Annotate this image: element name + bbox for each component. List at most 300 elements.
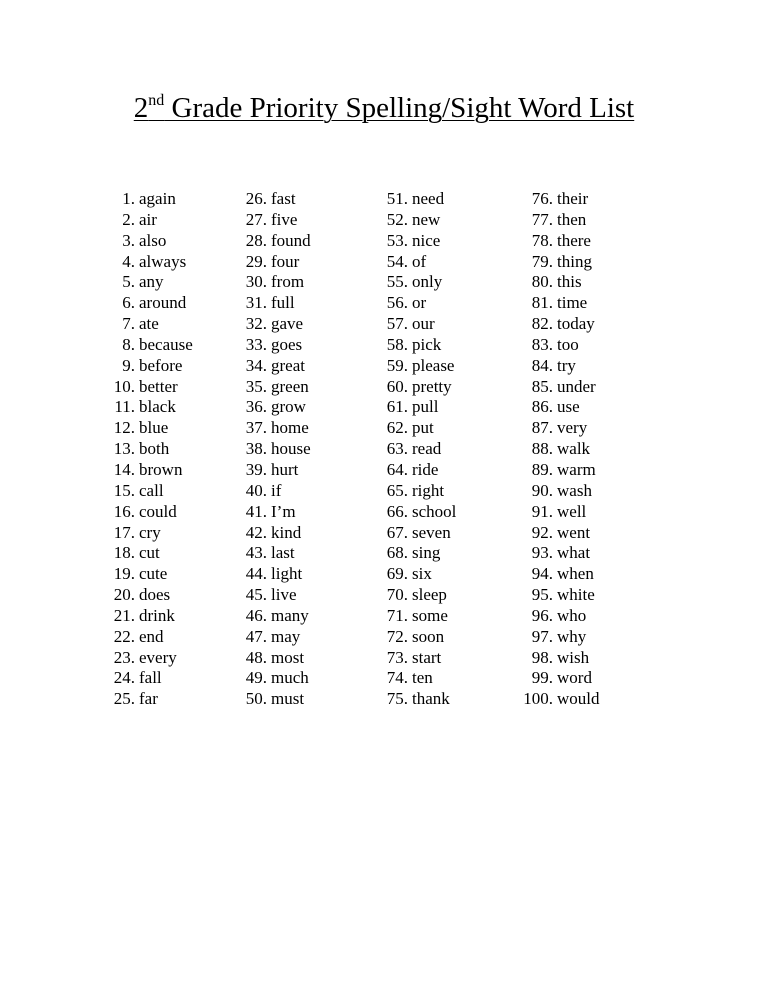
- list-item: [232, 523, 311, 544]
- list-item: [100, 439, 193, 460]
- item-number: 13.: [113, 439, 135, 459]
- list-item: [232, 606, 311, 627]
- item-number: 81.: [531, 293, 553, 313]
- item-word: every: [139, 647, 177, 667]
- item-number: 97.: [531, 626, 553, 646]
- list-item: [518, 377, 600, 398]
- item-word: because: [139, 334, 193, 354]
- item-number: 24.: [113, 668, 135, 688]
- list-item: [373, 397, 456, 418]
- item-number: 23.: [113, 647, 135, 667]
- list-item: [232, 502, 311, 523]
- item-number: 75.: [386, 689, 408, 709]
- list-item: [100, 314, 193, 335]
- item-word: goes: [271, 334, 303, 354]
- item-number: 49.: [245, 668, 267, 688]
- item-number: 52.: [386, 209, 408, 229]
- list-item: [518, 252, 600, 273]
- list-item: [100, 377, 193, 398]
- item-number: 68.: [386, 543, 408, 563]
- item-number: 5.: [122, 272, 135, 292]
- item-number: 50.: [245, 689, 267, 709]
- item-word: school: [412, 501, 457, 521]
- item-number: 6.: [122, 293, 135, 313]
- item-number: 21.: [113, 605, 135, 625]
- item-number: 44.: [245, 564, 267, 584]
- item-word: this: [557, 272, 582, 292]
- item-word: or: [412, 293, 427, 313]
- item-word: could: [139, 501, 177, 521]
- item-word: try: [557, 355, 576, 375]
- list-item: [518, 543, 600, 564]
- item-number: 1.: [122, 189, 135, 208]
- list-item: [100, 272, 193, 293]
- item-word: pretty: [412, 376, 452, 396]
- item-number: 40.: [245, 480, 267, 500]
- item-word: very: [557, 418, 588, 438]
- list-item: [232, 585, 311, 606]
- page-title: [0, 88, 768, 128]
- list-item: [232, 689, 311, 710]
- item-word: air: [139, 209, 157, 229]
- item-number: 99.: [531, 668, 553, 688]
- list-item: [100, 460, 193, 481]
- list-item: [518, 502, 600, 523]
- item-word: pull: [412, 397, 439, 417]
- item-number: 80.: [531, 272, 553, 292]
- list-item: [100, 252, 193, 273]
- item-word: there: [557, 230, 591, 250]
- list-item: [100, 668, 193, 689]
- list-item: [518, 439, 600, 460]
- item-word: again: [139, 189, 176, 208]
- list-item: [232, 668, 311, 689]
- item-number: 7.: [122, 314, 135, 334]
- item-word: home: [271, 418, 309, 438]
- list-item: [100, 627, 193, 648]
- item-word: house: [271, 439, 311, 459]
- list-item: [518, 210, 600, 231]
- item-number: 12.: [113, 418, 135, 438]
- item-word: found: [271, 230, 311, 250]
- list-item: [518, 481, 600, 502]
- item-word: some: [412, 605, 448, 625]
- item-word: blue: [139, 418, 169, 438]
- item-word: black: [139, 397, 176, 417]
- item-word: much: [271, 668, 309, 688]
- list-item: [373, 648, 456, 669]
- item-number: 18.: [113, 543, 135, 563]
- list-item: [232, 543, 311, 564]
- word-column-3: [373, 189, 456, 710]
- item-word: of: [412, 251, 427, 271]
- list-item: [518, 606, 600, 627]
- item-word: walk: [557, 439, 591, 459]
- list-item: [373, 293, 456, 314]
- item-number: 36.: [245, 397, 267, 417]
- list-item: [373, 272, 456, 293]
- item-number: 72.: [386, 626, 408, 646]
- item-number: 96.: [531, 605, 553, 625]
- item-word: ate: [139, 314, 159, 334]
- item-number: 89.: [531, 459, 553, 479]
- list-item: [373, 606, 456, 627]
- item-word: call: [139, 480, 164, 500]
- list-item: [100, 689, 193, 710]
- item-word: then: [557, 209, 587, 229]
- list-item: [518, 648, 600, 669]
- item-number: 88.: [531, 439, 553, 459]
- list-item: [373, 356, 456, 377]
- list-item: [373, 627, 456, 648]
- item-word: need: [412, 189, 445, 208]
- item-number: 69.: [386, 564, 408, 584]
- item-word: new: [412, 209, 441, 229]
- item-number: 26.: [245, 189, 267, 208]
- item-number: 71.: [386, 605, 408, 625]
- item-word: under: [557, 376, 596, 396]
- list-item: [518, 189, 600, 210]
- item-number: 66.: [386, 501, 408, 521]
- list-item: [232, 627, 311, 648]
- item-number: 87.: [531, 418, 553, 438]
- item-number: 38.: [245, 439, 267, 459]
- word-column-2: [232, 189, 311, 710]
- item-number: 43.: [245, 543, 267, 563]
- list-item: [100, 231, 193, 252]
- list-item: [232, 418, 311, 439]
- item-word: live: [271, 585, 297, 605]
- list-item: [518, 231, 600, 252]
- list-item: [100, 189, 193, 210]
- item-word: sing: [412, 543, 441, 563]
- list-item: [518, 272, 600, 293]
- item-number: 31.: [245, 293, 267, 313]
- list-item: [100, 418, 193, 439]
- item-number: 16.: [113, 501, 135, 521]
- item-number: 51.: [386, 189, 408, 208]
- item-word: always: [139, 251, 187, 271]
- list-item: [232, 481, 311, 502]
- item-number: 35.: [245, 376, 267, 396]
- item-word: I’m: [271, 501, 296, 521]
- item-word: time: [557, 293, 588, 313]
- item-word: drink: [139, 605, 175, 625]
- list-item: [100, 335, 193, 356]
- item-number: 74.: [386, 668, 408, 688]
- item-word: kind: [271, 522, 302, 542]
- item-number: 34.: [245, 355, 267, 375]
- item-word: wish: [557, 647, 590, 667]
- list-item: [373, 481, 456, 502]
- item-number: 60.: [386, 376, 408, 396]
- item-word: light: [271, 564, 303, 584]
- item-number: 14.: [113, 459, 135, 479]
- list-item: [232, 648, 311, 669]
- word-column-4: [518, 189, 600, 710]
- list-item: [100, 397, 193, 418]
- title-grade-number: 2: [133, 92, 149, 124]
- item-word: warm: [557, 459, 596, 479]
- title-rest: Grade Priority Spelling/Sight Word List: [164, 92, 635, 124]
- item-number: 48.: [245, 647, 267, 667]
- list-item: [373, 439, 456, 460]
- item-number: 27.: [245, 209, 267, 229]
- list-item: [518, 293, 600, 314]
- list-item: [518, 689, 600, 710]
- item-word: word: [557, 668, 592, 688]
- item-word: use: [557, 397, 580, 417]
- item-word: soon: [412, 626, 445, 646]
- item-word: full: [271, 293, 295, 313]
- item-word: what: [557, 543, 591, 563]
- list-item: [232, 397, 311, 418]
- item-word: read: [412, 439, 442, 459]
- list-item: [373, 418, 456, 439]
- item-number: 92.: [531, 522, 553, 542]
- list-item: [518, 523, 600, 544]
- list-item: [518, 460, 600, 481]
- list-item: [232, 189, 311, 210]
- list-item: [373, 210, 456, 231]
- item-word: brown: [139, 459, 183, 479]
- item-number: 62.: [386, 418, 408, 438]
- item-word: cut: [139, 543, 160, 563]
- list-item: [232, 272, 311, 293]
- list-item: [373, 585, 456, 606]
- item-number: 65.: [386, 480, 408, 500]
- item-number: 42.: [245, 522, 267, 542]
- item-word: why: [557, 626, 587, 646]
- list-item: [100, 210, 193, 231]
- item-word: four: [271, 251, 300, 271]
- item-word: their: [557, 189, 589, 208]
- item-number: 93.: [531, 543, 553, 563]
- list-item: [232, 356, 311, 377]
- item-word: well: [557, 501, 587, 521]
- item-word: start: [412, 647, 442, 667]
- item-number: 85.: [531, 376, 553, 396]
- list-item: [232, 460, 311, 481]
- item-number: 90.: [531, 480, 553, 500]
- list-item: [373, 502, 456, 523]
- item-number: 33.: [245, 334, 267, 354]
- item-word: five: [271, 209, 298, 229]
- list-item: [100, 502, 193, 523]
- item-number: 9.: [122, 355, 135, 375]
- item-word: sleep: [412, 585, 447, 605]
- item-number: 58.: [386, 334, 408, 354]
- item-word: from: [271, 272, 305, 292]
- item-number: 17.: [113, 522, 135, 542]
- item-word: end: [139, 626, 164, 646]
- list-item: [518, 418, 600, 439]
- list-item: [100, 293, 193, 314]
- page-title-text: [134, 92, 634, 124]
- item-number: 83.: [531, 334, 553, 354]
- item-word: ride: [412, 459, 439, 479]
- list-item: [232, 231, 311, 252]
- list-item: [518, 356, 600, 377]
- item-number: 8.: [122, 334, 135, 354]
- list-item: [518, 585, 600, 606]
- item-number: 61.: [386, 397, 408, 417]
- item-number: 98.: [531, 647, 553, 667]
- list-item: [232, 293, 311, 314]
- item-number: 22.: [113, 626, 135, 646]
- item-word: our: [412, 314, 435, 334]
- item-number: 67.: [386, 522, 408, 542]
- item-number: 15.: [113, 480, 135, 500]
- item-word: must: [271, 689, 305, 709]
- item-word: far: [139, 689, 158, 709]
- list-item: [373, 335, 456, 356]
- list-item: [100, 543, 193, 564]
- item-word: many: [271, 605, 309, 625]
- item-word: fall: [139, 668, 162, 688]
- list-item: [373, 523, 456, 544]
- item-word: seven: [412, 522, 451, 542]
- list-item: [232, 252, 311, 273]
- item-word: cry: [139, 522, 161, 542]
- list-item: [518, 564, 600, 585]
- item-word: only: [412, 272, 443, 292]
- list-item: [518, 314, 600, 335]
- item-word: put: [412, 418, 434, 438]
- item-number: 37.: [245, 418, 267, 438]
- item-word: may: [271, 626, 301, 646]
- item-word: any: [139, 272, 164, 292]
- list-item: [232, 377, 311, 398]
- list-item: [373, 564, 456, 585]
- item-number: 25.: [113, 689, 135, 709]
- item-word: who: [557, 605, 587, 625]
- item-number: 28.: [245, 230, 267, 250]
- item-number: 76.: [531, 189, 553, 208]
- list-item: [100, 523, 193, 544]
- item-word: too: [557, 334, 579, 354]
- item-number: 41.: [245, 501, 267, 521]
- item-word: cute: [139, 564, 168, 584]
- list-item: [232, 564, 311, 585]
- item-number: 30.: [245, 272, 267, 292]
- item-word: better: [139, 376, 178, 396]
- list-item: [100, 481, 193, 502]
- item-word: thank: [412, 689, 450, 709]
- list-item: [373, 543, 456, 564]
- list-item: [518, 627, 600, 648]
- list-item: [232, 210, 311, 231]
- list-item: [518, 397, 600, 418]
- item-number: 59.: [386, 355, 408, 375]
- item-number: 32.: [245, 314, 267, 334]
- item-number: 91.: [531, 501, 553, 521]
- item-word: fast: [271, 189, 296, 208]
- item-word: pick: [412, 334, 442, 354]
- item-number: 55.: [386, 272, 408, 292]
- item-word: thing: [557, 251, 592, 271]
- item-number: 11.: [114, 397, 135, 417]
- item-number: 54.: [386, 251, 408, 271]
- list-item: [100, 606, 193, 627]
- item-word: six: [412, 564, 432, 584]
- item-word: also: [139, 230, 167, 250]
- title-grade-suffix: nd: [148, 92, 165, 109]
- item-word: please: [412, 355, 455, 375]
- item-number: 77.: [531, 209, 553, 229]
- item-number: 82.: [531, 314, 553, 334]
- item-number: 29.: [245, 251, 267, 271]
- item-word: when: [557, 564, 594, 584]
- item-number: 86.: [531, 397, 553, 417]
- item-word: both: [139, 439, 170, 459]
- item-number: 94.: [531, 564, 553, 584]
- item-word: gave: [271, 314, 304, 334]
- item-number: 2.: [122, 209, 135, 229]
- item-number: 78.: [531, 230, 553, 250]
- list-item: [100, 585, 193, 606]
- list-item: [100, 564, 193, 585]
- item-word: does: [139, 585, 171, 605]
- list-item: [373, 460, 456, 481]
- item-number: 57.: [386, 314, 408, 334]
- item-word: white: [557, 585, 595, 605]
- item-word: most: [271, 647, 305, 667]
- item-word: before: [139, 355, 183, 375]
- item-word: nice: [412, 230, 441, 250]
- list-item: [373, 668, 456, 689]
- item-number: 79.: [531, 251, 553, 271]
- item-number: 45.: [245, 585, 267, 605]
- list-item: [100, 356, 193, 377]
- item-word: would: [557, 689, 600, 709]
- item-number: 84.: [531, 355, 553, 375]
- item-number: 64.: [386, 459, 408, 479]
- item-word: grow: [271, 397, 306, 417]
- list-item: [100, 648, 193, 669]
- item-number: 95.: [531, 585, 553, 605]
- item-number: 53.: [386, 230, 408, 250]
- list-item: [518, 668, 600, 689]
- item-number: 4.: [122, 251, 135, 271]
- list-item: [373, 314, 456, 335]
- item-number: 63.: [386, 439, 408, 459]
- list-item: [373, 189, 456, 210]
- item-word: last: [271, 543, 295, 563]
- item-number: 3.: [122, 230, 135, 250]
- list-item: [373, 252, 456, 273]
- item-number: 70.: [386, 585, 408, 605]
- item-number: 46.: [245, 605, 267, 625]
- item-number: 47.: [245, 626, 267, 646]
- list-item: [373, 689, 456, 710]
- item-number: 20.: [113, 585, 135, 605]
- item-word: wash: [557, 480, 592, 500]
- list-item: [232, 314, 311, 335]
- list-item: [373, 377, 456, 398]
- list-item: [232, 335, 311, 356]
- list-item: [232, 439, 311, 460]
- item-word: ten: [412, 668, 433, 688]
- item-number: 19.: [113, 564, 135, 584]
- item-number: 39.: [245, 459, 267, 479]
- list-item: [373, 231, 456, 252]
- item-word: great: [271, 355, 305, 375]
- list-item: [518, 335, 600, 356]
- item-word: went: [557, 522, 591, 542]
- item-word: around: [139, 293, 187, 313]
- item-number: 10.: [113, 376, 135, 396]
